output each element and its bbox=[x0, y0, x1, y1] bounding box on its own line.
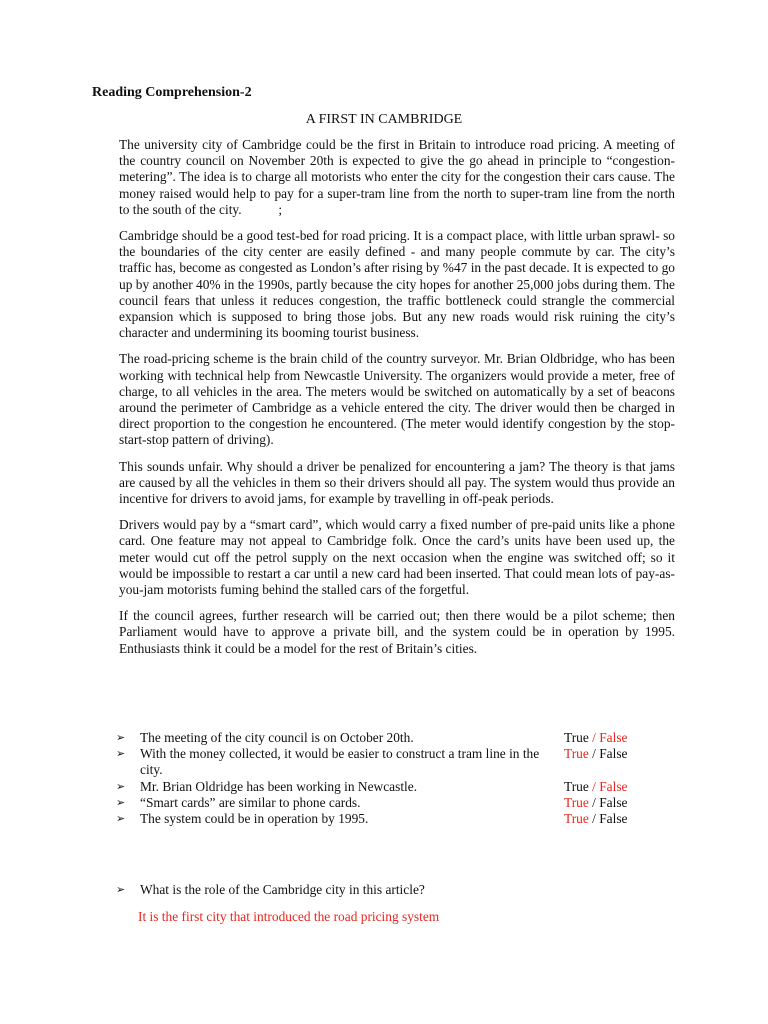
statement-text: The system could be in operation by 1995. bbox=[140, 811, 369, 827]
answer-true: True bbox=[564, 746, 589, 762]
arrow-bullet-icon: ➢ bbox=[116, 732, 126, 744]
true-false-answer bbox=[564, 779, 646, 795]
arrow-bullet-icon: ➢ bbox=[116, 748, 126, 761]
true-false-item bbox=[116, 795, 646, 811]
true-false-list bbox=[116, 730, 646, 827]
arrow-bullet-icon: ➢ bbox=[116, 780, 126, 793]
true-false-item bbox=[116, 811, 646, 827]
answer-separator: / bbox=[588, 730, 600, 745]
answer-false: False bbox=[599, 746, 628, 762]
answer-true: True bbox=[564, 794, 589, 810]
statement-text: With the money collected, it would be easier to construct a tram line in the city. bbox=[140, 746, 540, 778]
article-paragraph: If the council agrees, further research will be carried out; then there would be a pilot scheme; then Parliament would have to approve a private bill, and the system could be in operation by 1995. Enthusiasts think it could be a model for the rest of Britain’s cities. bbox=[119, 608, 675, 656]
answer-true: True bbox=[564, 730, 589, 745]
answer-separator: / bbox=[588, 811, 600, 827]
answer-false: False bbox=[599, 730, 628, 745]
arrow-bullet-icon: ➢ bbox=[116, 884, 126, 896]
arrow-bullet-icon: ➢ bbox=[116, 813, 126, 826]
statement-text: Mr. Brian Oldridge has been working in Newcastle. bbox=[140, 778, 418, 794]
true-false-item bbox=[116, 730, 646, 746]
question-answer: It is the first city that introduced the road pricing system bbox=[138, 909, 440, 925]
article-paragraph: The university city of Cambridge could be the first in Britain to introduce road pricing. A meeting of the country council on November 20th is expected to give the go ahead in principle to “congestion-metering”. The idea is to charge all motorists who enter the city for the congestion their cars cause. The money raised would help to pay for a super-tram line from the north to super-tram line from the north to the south of the city. ; bbox=[119, 137, 675, 217]
answer-true: True bbox=[564, 778, 589, 794]
true-false-answer bbox=[564, 795, 646, 811]
article-paragraph: The road-pricing scheme is the brain child of the country surveyor. Mr. Brian Oldbridge, who has been working with technical help from Newcastle University. The organizers would provide a meter, free of charge, to all vehicles in the area. The meters would be switched on automatically by a set of beacons around the perimeter of Cambridge as a vehicle entered the city. The driver would then be charged in direct proportion to the congestion he encountered. (The meter would identify congestion by the stop-start-stop pattern of driving). bbox=[119, 351, 675, 448]
answer-separator: / bbox=[588, 794, 600, 810]
answer-separator: / bbox=[588, 778, 600, 794]
open-question bbox=[116, 882, 676, 925]
true-false-answer bbox=[564, 746, 646, 762]
question-item bbox=[116, 882, 676, 898]
answer-separator: / bbox=[588, 746, 600, 762]
article-paragraph: Drivers would pay by a “smart card”, which would carry a fixed number of pre-paid units like a phone card. One feature may not appeal to Cambridge folk. Once the card’s units have been used up, the meter would cut off the petrol supply on the next occasion when the engine was switched off; so it would be impossible to restart a car until a new card had been inserted. That could mean lots of pay-as-you-jam motorists fuming behind the stalled cars of the forgetful. bbox=[119, 517, 675, 598]
article-paragraph: Cambridge should be a good test-bed for road pricing. It is a compact place, with little urban sprawl- so the boundaries of the city center are easily defined - and many people commute by car. The city’s traffic has, become as congested as London’s after rising by %47 in the past decade. It is expected to go up by another 40% in the 1990s, partly because the city hopes for another 25,000 jobs during them. The council fears that unless it reduces congestion, the traffic bottleneck could strangle the commercial expansion which is supposed to bring those jobs. But any new roads would risk ruining the city’s character and undermining its booming tourist business. bbox=[119, 228, 675, 341]
true-false-answer bbox=[564, 811, 646, 827]
true-false-item bbox=[116, 779, 646, 795]
answer-true: True bbox=[564, 811, 589, 827]
answer-false: False bbox=[599, 811, 628, 827]
question-text: What is the role of the Cambridge city in this article? bbox=[140, 882, 425, 897]
answer-false: False bbox=[599, 794, 628, 810]
worksheet-heading: Reading Comprehension-2 bbox=[92, 85, 252, 100]
statement-text: “Smart cards” are similar to phone cards. bbox=[140, 794, 361, 810]
true-false-answer bbox=[564, 730, 646, 746]
statement-text: The meeting of the city council is on October 20th. bbox=[140, 730, 414, 745]
article-body bbox=[119, 137, 675, 667]
arrow-bullet-icon: ➢ bbox=[116, 796, 126, 809]
answer-false: False bbox=[599, 778, 628, 794]
article-paragraph: This sounds unfair. Why should a driver be penalized for encountering a jam? The theory is that jams are caused by all the vehicles in them so their drivers should all pay. The system would thus provide an incentive for drivers to avoid jams, for example by travelling in off-peak periods. bbox=[119, 458, 675, 507]
article-title: A FIRST IN CAMBRIDGE bbox=[305, 112, 463, 127]
true-false-item bbox=[116, 746, 646, 778]
